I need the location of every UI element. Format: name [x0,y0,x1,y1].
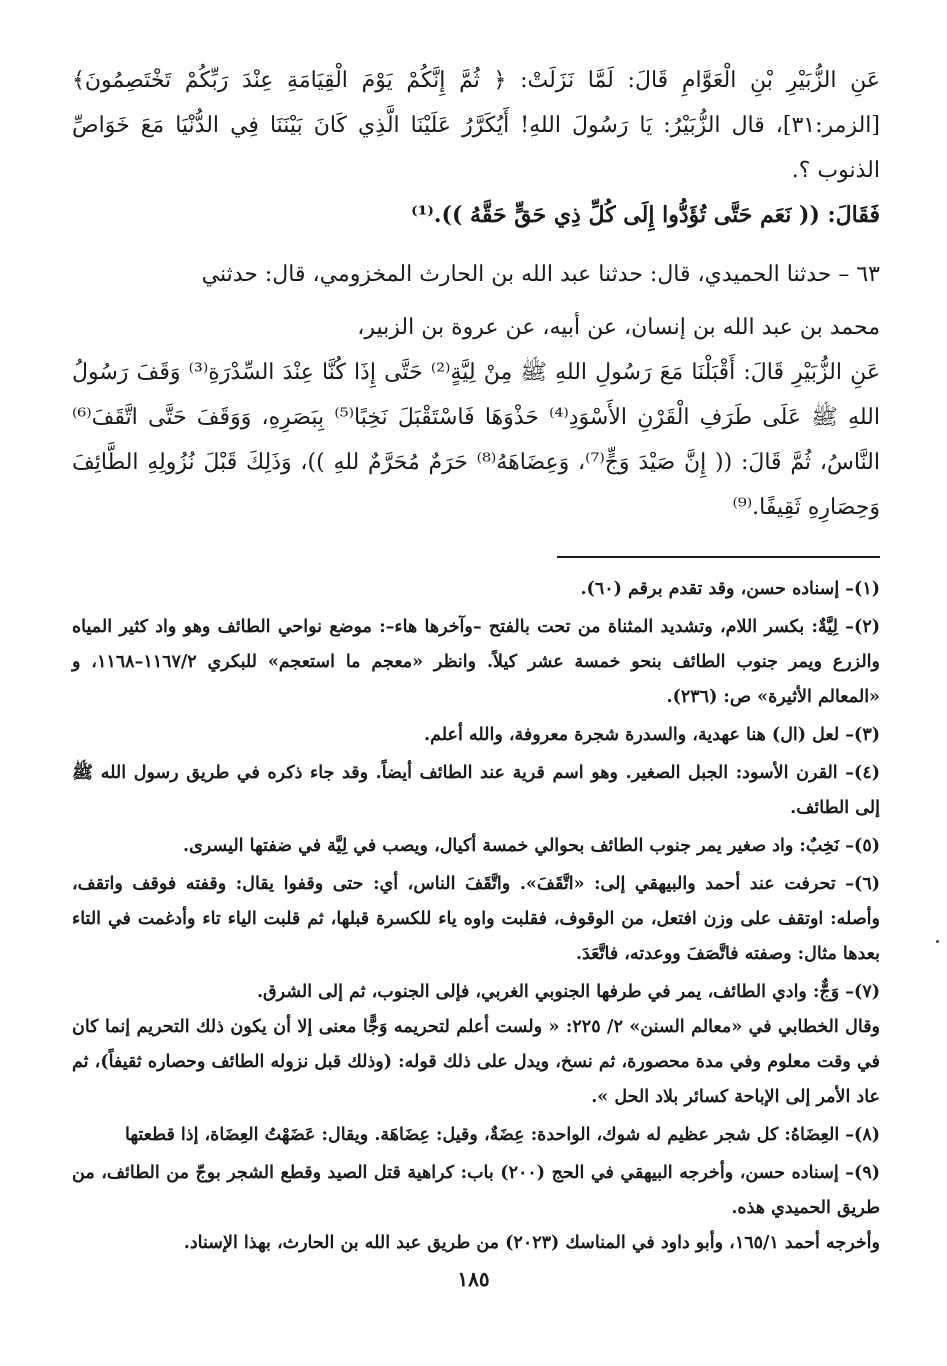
hadith-62-answer: فَقَالَ: (( نَعَم حَتَّى تُؤَدُّوا إِلَى كُلِّ ذِي حَقٍّ حَقَّهُ )).⁽¹⁾ [411,202,880,228]
footnote-4: (٤)– القرن الأسود: الجبل الصغير. وهو اسم قرية عند الطائف أيضاً. وقد جاء ذكره في طريق رسول الله ﷺ إلى الطائف. [72,763,880,818]
footnote-5: (٥)– نَخِبٌ: واد صغير يمر جنوب الطائف بحوالي خمسة أكيال، ويصب في لِيَّة في ضفتها اليسرى. [183,836,880,856]
footnote-1: (١)– إسناده حسن، وقد تقدم برقم (٦٠). [580,579,880,599]
page-number: ١٨٥ [457,1267,490,1291]
hadith-63-matn: عَنِ الزُّبَيْرِ قَالَ: أَقْبَلْنَا مَعَ رَسُولِ اللهِ ﷺ مِنْ لِيَّةٍ⁽²⁾ حَتَّى إِذَا كُنَّا عِنْدَ السِّدْرَةِ⁽³⁾ وَقَفَ رَسُولُ اللهِ ﷺ عَلَى طَرَفِ الْقَرْنِ الأَسْوَدِ⁽⁴⁾ حَذْوَهَا فَاسْتَقْبَلَ نَخِبًا⁽⁵⁾ بِبَصَرِهِ، وَوَقَفَ حَتَّى اتَّقَفَ⁽⁶⁾ النَّاسُ، ثُمَّ قَالَ: (( إِنَّ صَيْدَ وَجٍّ⁽⁷⁾، وَعِضَاهَهُ⁽⁸⁾ حَرَمٌ مُحَرَّمٌ للهِ ))، وَذَلِكَ قَبْلَ نُزُولِهِ الطَّائِفَ وَحِصَارِهِ ثَقِيفًا.⁽⁹⁾ [72,360,880,520]
main-text [72,58,880,530]
footnote-9: (٩)– إسناده حسن، وأخرجه البيهقي في الحج (٢٠٠) باب: كراهية قتل الصيد وقطع الشجر بوجّ من الطائف، من طريق الحميدي هذه. [72,1163,880,1218]
footnotes [72,572,880,1261]
footnote-8: (٨)– العِضَاهُ: كل شجر عظيم له شوك، الواحدة: عِضَةٌ، وقيل: عِضَاهَة. ويقال: عَضَهْتُ العِضَاة، إذا قطعتها [124,1125,880,1145]
footnote-2: (٢)– لِيَّةٌ: بكسر اللام، وتشديد المثناة من تحت بالفتح –وآخرها هاء–: موضع نواحي الطائف وهو واد كثير المياه والزرع ويمر جنوب الطائف بنحو خمسة عشر كيلاً. وانظر «معجم ما استعجم» للبكري ١١٦٧/٢–١١٦٨، و «المعالم الأثيرة» ص: (٢٣٦). [72,617,880,707]
footnote-3: (٣)– لعل (ال) هنا عهدية، والسدرة شجرة معروفة، والله أعلم. [424,725,880,745]
footnote-divider [557,556,880,558]
hadith-62-text: عَنِ الزُّبَيْرِ بْنِ الْعَوَّامِ قَالَ: لَمَّا نَزَلَتْ: ﴿ ثُمَّ إِنَّكُمْ يَوْمَ الْقِيَامَةِ عِنْدَ رَبِّكُمْ تَخْتَصِمُونَ﴾ [الزمر:٣١]، قال الزُّبَيْرُ: يَا رَسُولَ اللهِ! أَيُكَرَّرُ عَلَيْنَا الَّذِي كَانَ بَيْنَنَا فِي الدُّنْيَا مَعَ خَوَاصِّ الذنوب ؟. [72,68,880,183]
page-body [72,58,880,1261]
footnote-6: (٦)– تحرفت عند أحمد والبيهقي إلى: «اتَّقَفَ». واتَّقَفَ الناس، أي: حتى وقفوا يقال: وقفته فوقف واتقف، وأصله: اوتقف على وزن افتعل، من الوقوف، فقلبت واوه ياء للكسرة قبلها، ثم قلبت الياء تاء وأدغمت في التاء بعدها مثال: وصفته فاتَّصَفَ ووعدته، فاتَّعَدَ. [72,874,880,964]
footnote-9-continued: وأخرجه أحمد ١٦٥/١، وأبو داود في المناسك (٢٠٢٣) من طريق عبد الله بن الحارث، بهذا الإسناد. [183,1233,880,1253]
footnote-7: (٧)– وَجٌّ: وادي الطائف، يمر في طرفها الجنوبي الغربي، فإلى الجنوب، ثم إلى الشرق. [256,982,880,1002]
margin-mark [936,940,939,943]
hadith-63-isnad-line-1: ٦٣ – حدثنا الحميدي، قال: حدثنا عبد الله بن الحارث المخزومي، قال: حدثني [201,262,880,287]
footnote-7-continued: وقال الخطابي في «معالم السنن» ٢/ ٢٢٥: « ولست أعلم لتحريمه وَجًّا معنى إلا أن يكون ذلك التحريم إنما كان في وقت معلوم وفي مدة محصورة، ثم نسخ، ويدل على ذلك قوله: (وذلك قبل نزوله الطائف وحصاره ثقيفاً)، ثم عاد الأمر إلى الإباحة كسائر بلاد الحل ». [72,1017,881,1107]
hadith-63-isnad-line-2: محمد بن عبد الله بن إنسان، عن أبيه، عن عروة بن الزبير، [357,315,880,340]
